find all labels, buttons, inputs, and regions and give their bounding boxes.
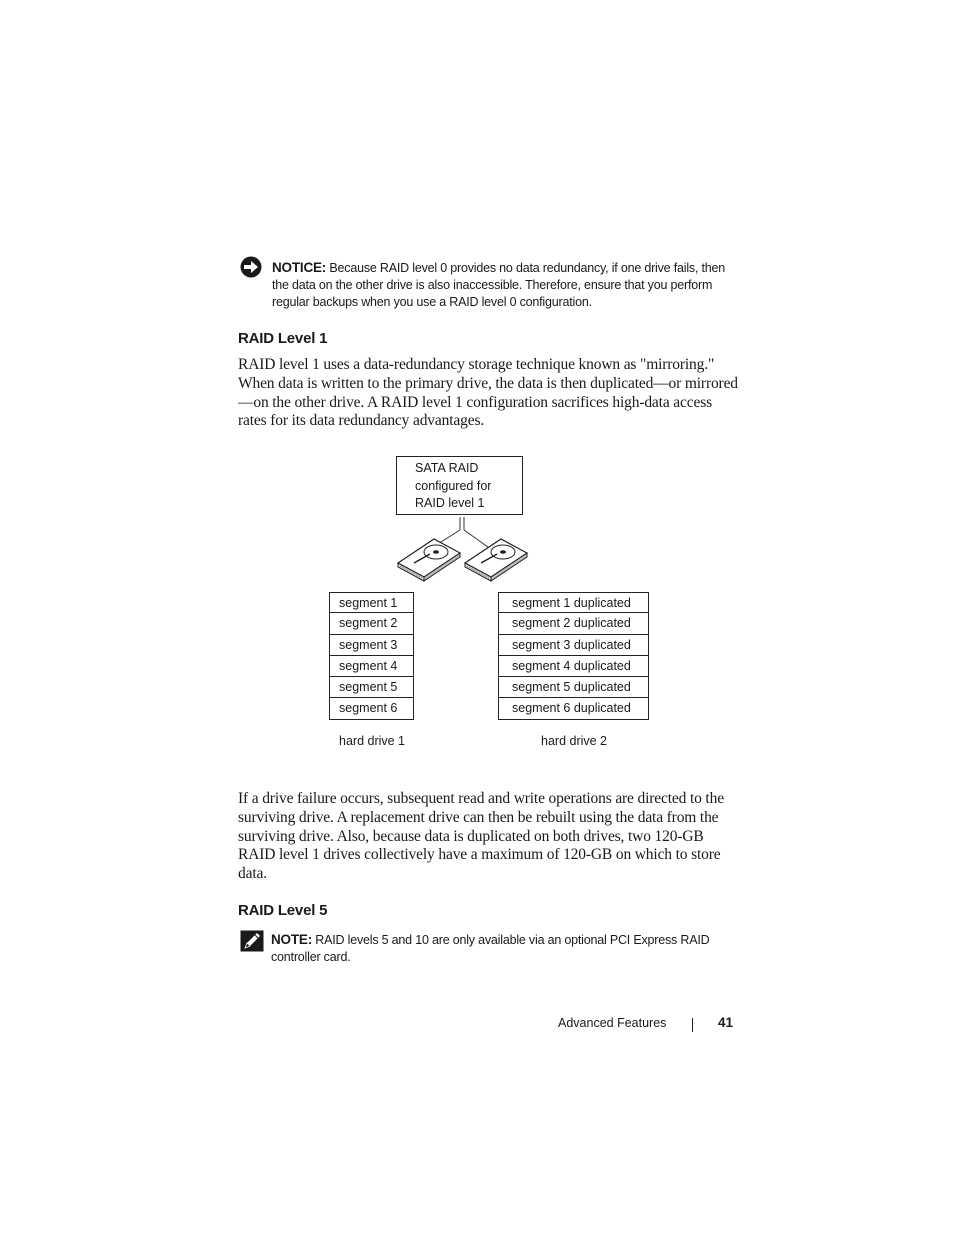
- raid-1-paragraph: RAID level 1 uses a data-redundancy storage technique known as "mirroring." When data is written to the primary drive, the data is then duplicated—or mirrored—on the other drive. A RAID level 1 configuration sacrifices high-data access rates for its data redundancy advantages.: [238, 356, 738, 430]
- segment-duplicated-cell: segment 4 duplicated: [498, 656, 649, 677]
- raid-box-line: RAID level 1: [415, 496, 485, 510]
- segment-duplicated-cell: segment 3 duplicated: [498, 635, 649, 656]
- raid-box-line: SATA RAID: [415, 461, 479, 475]
- note-text: RAID levels 5 and 10 are only available via an optional PCI Express RAID controller card.: [271, 933, 710, 964]
- segment-cell: segment 4: [329, 656, 414, 677]
- segment-cell: segment 1: [329, 592, 414, 613]
- segment-duplicated-cell: segment 2 duplicated: [498, 613, 649, 634]
- hard-drive-2-icon: [465, 539, 527, 581]
- raid-controller-box: [396, 456, 523, 515]
- raid-1-diagram: [320, 450, 660, 760]
- segment-duplicated-cell: segment 5 duplicated: [498, 677, 649, 698]
- drive-2-segments: [498, 592, 649, 720]
- note-block: [271, 931, 741, 966]
- notice-text: Because RAID level 0 provides no data redundancy, if one drive fails, then the data on the other drive is also inaccessible. Therefore, ensure that you perform regular backups when you use a RAID level 0 configuration.: [272, 261, 726, 309]
- note-pencil-icon: [240, 930, 264, 952]
- segment-cell: segment 2: [329, 613, 414, 634]
- segment-cell: segment 3: [329, 635, 414, 656]
- section-heading-raid-1: RAID Level 1: [238, 330, 328, 347]
- raid-1-failure-paragraph: If a drive failure occurs, subsequent read and write operations are directed to the surviving drive. A replacement drive can then be rebuilt using the data from the surviving drive. Also, because data is duplicated on both drives, two 120-GB RAID level 1 drives collectively have a maximum of 120-GB on which to store data.: [238, 790, 724, 883]
- footer-section-title: Advanced Features: [558, 1016, 667, 1030]
- raid-box-line: configured for: [415, 478, 492, 493]
- hard-drive-2-label: hard drive 2: [541, 734, 608, 748]
- footer-divider: [692, 1018, 693, 1032]
- hard-drive-1-label: hard drive 1: [339, 734, 406, 748]
- notice-block: [272, 259, 742, 311]
- segment-duplicated-cell: segment 1 duplicated: [498, 592, 649, 613]
- notice-label: NOTICE:: [272, 260, 327, 275]
- page-number: 41: [718, 1015, 734, 1030]
- notice-icon: [239, 256, 263, 278]
- segment-cell: segment 6: [329, 698, 414, 719]
- note-label: NOTE:: [271, 932, 312, 947]
- section-heading-raid-5: RAID Level 5: [238, 902, 328, 919]
- hard-drive-1-icon: [398, 539, 460, 581]
- drive-1-segments: [329, 592, 414, 720]
- segment-duplicated-cell: segment 6 duplicated: [498, 698, 649, 719]
- segment-cell: segment 5: [329, 677, 414, 698]
